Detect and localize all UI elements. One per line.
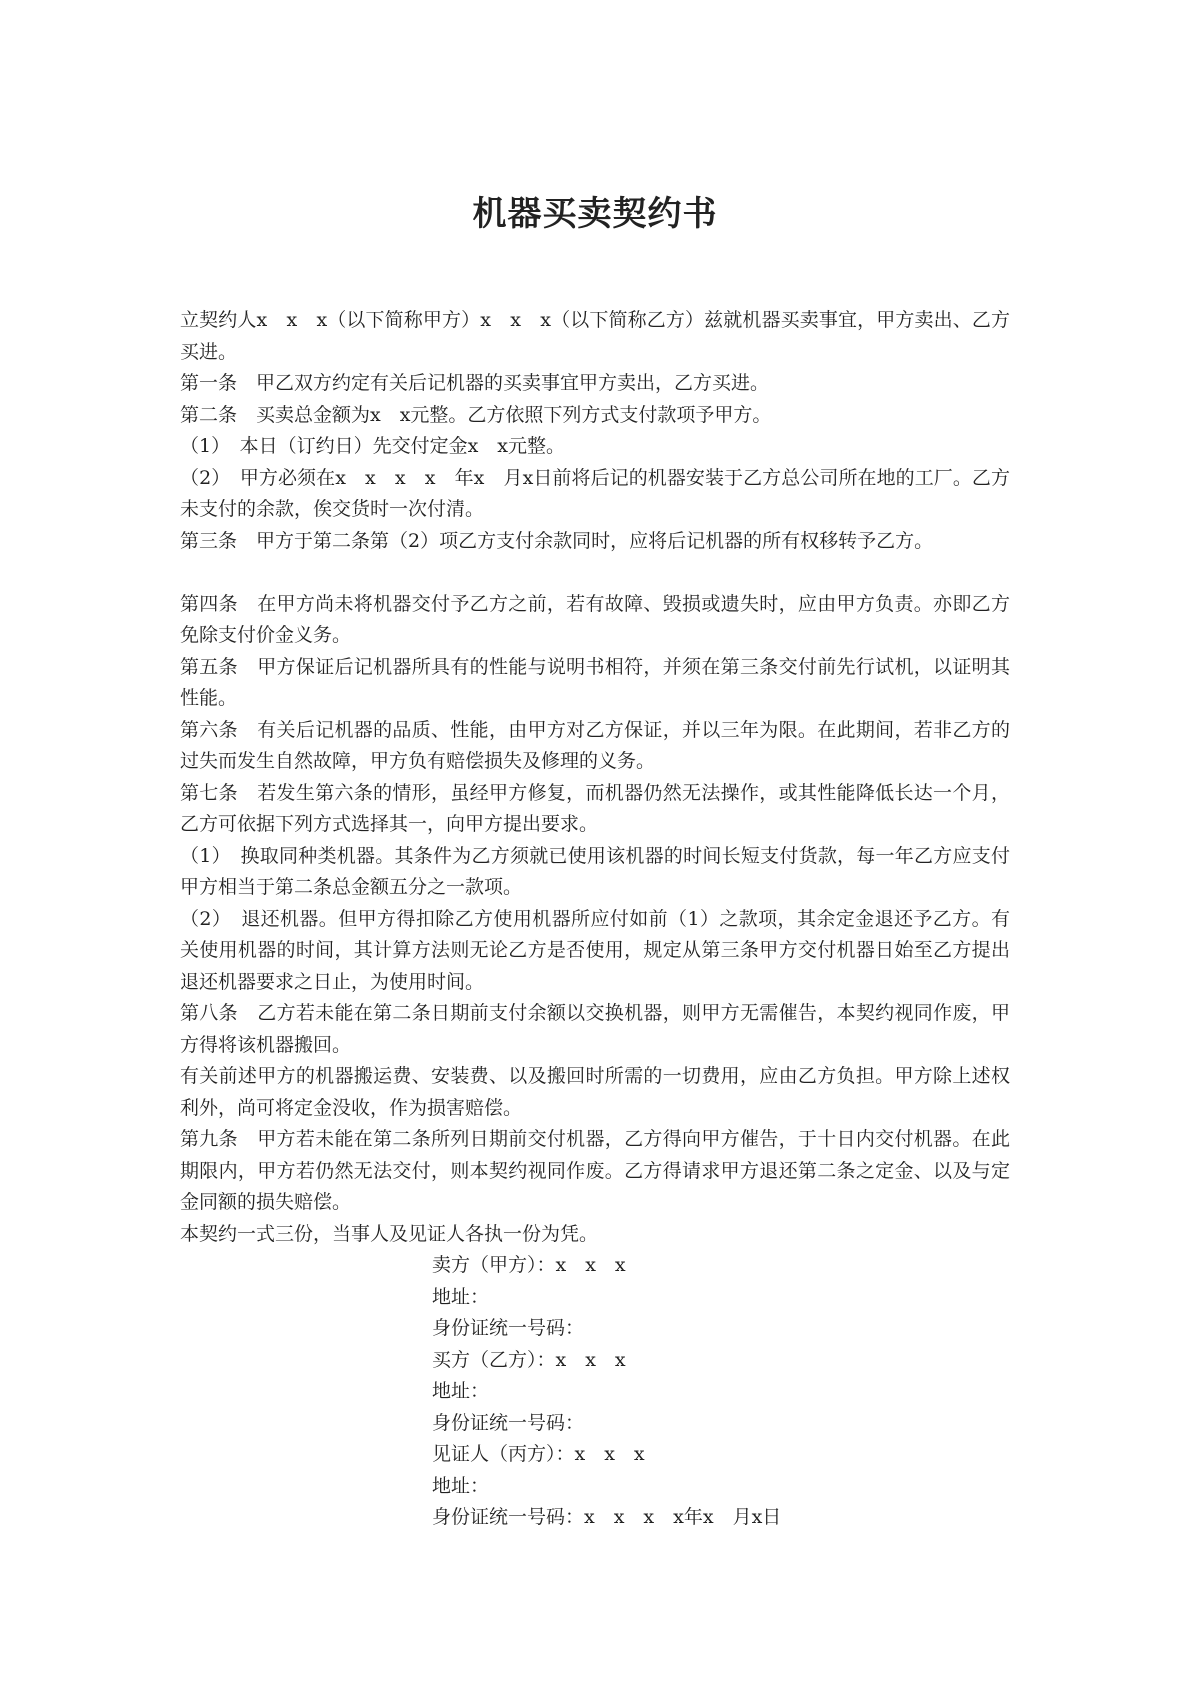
seller-id-line: 身份证统一号码： bbox=[432, 1317, 585, 1339]
signature-block bbox=[180, 1250, 1010, 1534]
witness-id-date-line: 身份证统一号码：x x x x年x 月x日 bbox=[432, 1506, 782, 1528]
seller-line: 卖方（甲方）：x x x bbox=[432, 1254, 626, 1276]
article-2: 第二条 买卖总金额为x x元整。乙方依照下列方式支付款项予甲方。 bbox=[180, 403, 772, 426]
article-2-item-1: （1） 本日（订约日）先交付定金x x元整。 bbox=[180, 435, 566, 457]
article-1: 第一条 甲乙双方约定有关后记机器的买卖事宜甲方卖出，乙方买进。 bbox=[180, 372, 770, 394]
article-7-item-1: （1） 换取同种类机器。其条件为乙方须就已使用该机器的时间长短支付货款，每一年乙方应支付甲方相当于第二条总金额五分之一款项。 bbox=[180, 844, 1010, 898]
article-3: 第三条 甲方于第二条第（2）项乙方支付余款同时，应将后记机器的所有权移转予乙方。 bbox=[180, 529, 934, 552]
article-2-item-2: （2） 甲方必须在x x x x 年x 月x日前将后记的机器安装于乙方总公司所在地的工厂。乙方未支付的余款，俟交货时一次付清。 bbox=[180, 466, 1010, 520]
article-7-item-2: （2） 退还机器。但甲方得扣除乙方使用机器所应付如前（1）之款项，其余定金退还予乙方。有关使用机器的时间，其计算方法则无论乙方是否使用，规定从第三条甲方交付机器日始至乙方提出退还机器要求之日止，为使用时间。 bbox=[180, 907, 1010, 993]
article-8-continued: 有关前述甲方的机器搬运费、安装费、以及搬回时所需的一切费用，应由乙方负担。甲方除上述权利外，尚可将定金没收，作为损害赔偿。 bbox=[180, 1065, 1010, 1119]
document-title: 机器买卖契约书 bbox=[472, 194, 718, 234]
article-7: 第七条 若发生第六条的情形，虽经甲方修复，而机器仍然无法操作，或其性能降低长达一个月，乙方可依据下列方式选择其一，向甲方提出要求。 bbox=[180, 781, 1010, 835]
buyer-id-line: 身份证统一号码： bbox=[432, 1411, 585, 1434]
buyer-address-line: 地址： bbox=[432, 1380, 490, 1402]
article-5: 第五条 甲方保证后记机器所具有的性能与说明书相符，并须在第三条交付前先行试机，以证明其性能。 bbox=[180, 655, 1010, 709]
preamble-paragraph: 立契约人x x x（以下简称甲方）x x x（以下简称乙方）兹就机器买卖事宜，甲方卖出、乙方买进。 bbox=[180, 309, 1010, 363]
witness-address-line: 地址： bbox=[432, 1474, 490, 1497]
buyer-line: 买方（乙方）：x x x bbox=[432, 1348, 626, 1371]
blank-line bbox=[180, 557, 1010, 589]
seller-address-line: 地址： bbox=[432, 1285, 490, 1308]
article-6: 第六条 有关后记机器的品质、性能，由甲方对乙方保证，并以三年为限。在此期间，若非乙方的过失而发生自然故障，甲方负有赔偿损失及修理的义务。 bbox=[180, 718, 1010, 772]
article-9: 第九条 甲方若未能在第二条所列日期前交付机器，乙方得向甲方催告，于十日内交付机器。在此期限内，甲方若仍然无法交付，则本契约视同作废。乙方得请求甲方退还第二条之定金、以及与定金同额的损失赔偿。 bbox=[180, 1128, 1010, 1213]
article-4: 第四条 在甲方尚未将机器交付予乙方之前，若有故障、毁损或遗失时，应由甲方负责。亦即乙方免除支付价金义务。 bbox=[180, 592, 1010, 646]
article-8: 第八条 乙方若未能在第二条日期前支付余额以交换机器，则甲方无需催告，本契约视同作废，甲方得将该机器搬回。 bbox=[180, 1002, 1010, 1056]
contract-body bbox=[180, 305, 1010, 1534]
closing-statement: 本契约一式三份，当事人及见证人各执一份为凭。 bbox=[180, 1222, 599, 1245]
witness-line: 见证人（丙方）：x x x bbox=[432, 1443, 645, 1465]
